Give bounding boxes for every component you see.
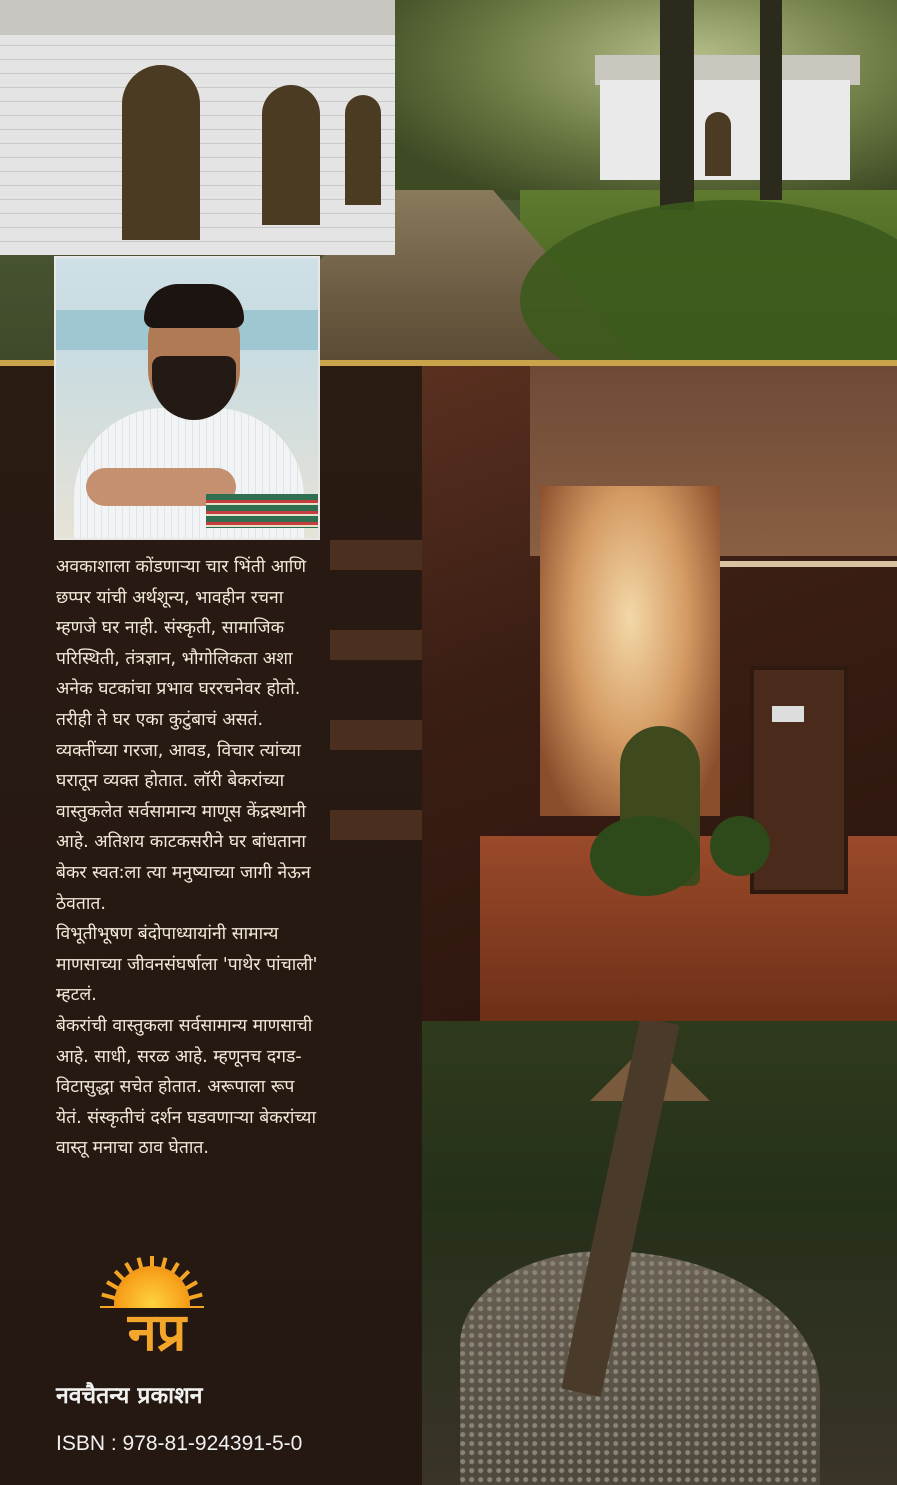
blurb-paragraph: बेकरांची वास्तुकला सर्वसामान्य माणसाची आहे. साधी, सरळ आहे. म्हणूनच दगड- विटासुद्धा सचेत होतात. अरूपाला रूप येतं. संस्कृतीचं दर्शन घडवणाऱ्या बेकरांच्या वास्तू मनाचा ठाव घेतात. bbox=[56, 1015, 316, 1159]
author-portrait bbox=[54, 256, 320, 540]
arch bbox=[262, 85, 320, 225]
door-window bbox=[772, 706, 804, 722]
isbn: ISBN : 978-81-924391-5-0 bbox=[56, 1432, 303, 1455]
book-stack bbox=[206, 494, 318, 528]
arch bbox=[705, 112, 731, 176]
pebble-path bbox=[460, 1251, 820, 1485]
arch bbox=[122, 65, 200, 240]
potted-plant bbox=[710, 816, 770, 876]
publisher-name: नवचैतन्य प्रकाशन bbox=[56, 1383, 203, 1409]
potted-plant bbox=[590, 816, 700, 896]
tree-trunk bbox=[660, 0, 694, 210]
logo-mark: नप्र bbox=[127, 1303, 187, 1363]
blurb-paragraph: अवकाशाला कोंडणाऱ्या चार भिंती आणि छप्पर यांची अर्थशून्य, भावहीन रचना म्हणजे घर नाही. संस्कृती, सामाजिक परिस्थिती, तंत्रज्ञान, भौगोलिकता अशा अनेक घटकांचा प्रभाव घररचनेवर होतो. तरीही ते घर एका कुटुंबाचं असतं. व्यक्तींच्या गरजा, आवड, विचार त्यांच्या घरातून व्यक्त होतात. लॉरी बेकरांच्या वास्तुकलेत सर्वसामान्य माणूस केंद्रस्थानी आहे. अतिशय काटकसरीने घर बांधताना बेकर स्वत:ला त्या मनुष्याच्या जागी नेऊन ठेवतात. bbox=[56, 557, 311, 914]
publisher-logo bbox=[82, 1238, 232, 1366]
hair bbox=[144, 284, 244, 328]
blurb-paragraph: विभूतीभूषण बंदोपाध्यायांनी सामान्य माणसाच्या जीवनसंघर्षाला 'पाथेर पांचाली' म्हटलं. bbox=[56, 924, 318, 1006]
garden-photo bbox=[420, 1021, 897, 1485]
blurb-text bbox=[56, 552, 412, 1164]
interior-photo bbox=[420, 366, 897, 1021]
rising-sun-icon bbox=[82, 1238, 222, 1308]
building-roof bbox=[0, 0, 395, 35]
tree-trunk bbox=[760, 0, 782, 200]
arch bbox=[345, 95, 381, 205]
